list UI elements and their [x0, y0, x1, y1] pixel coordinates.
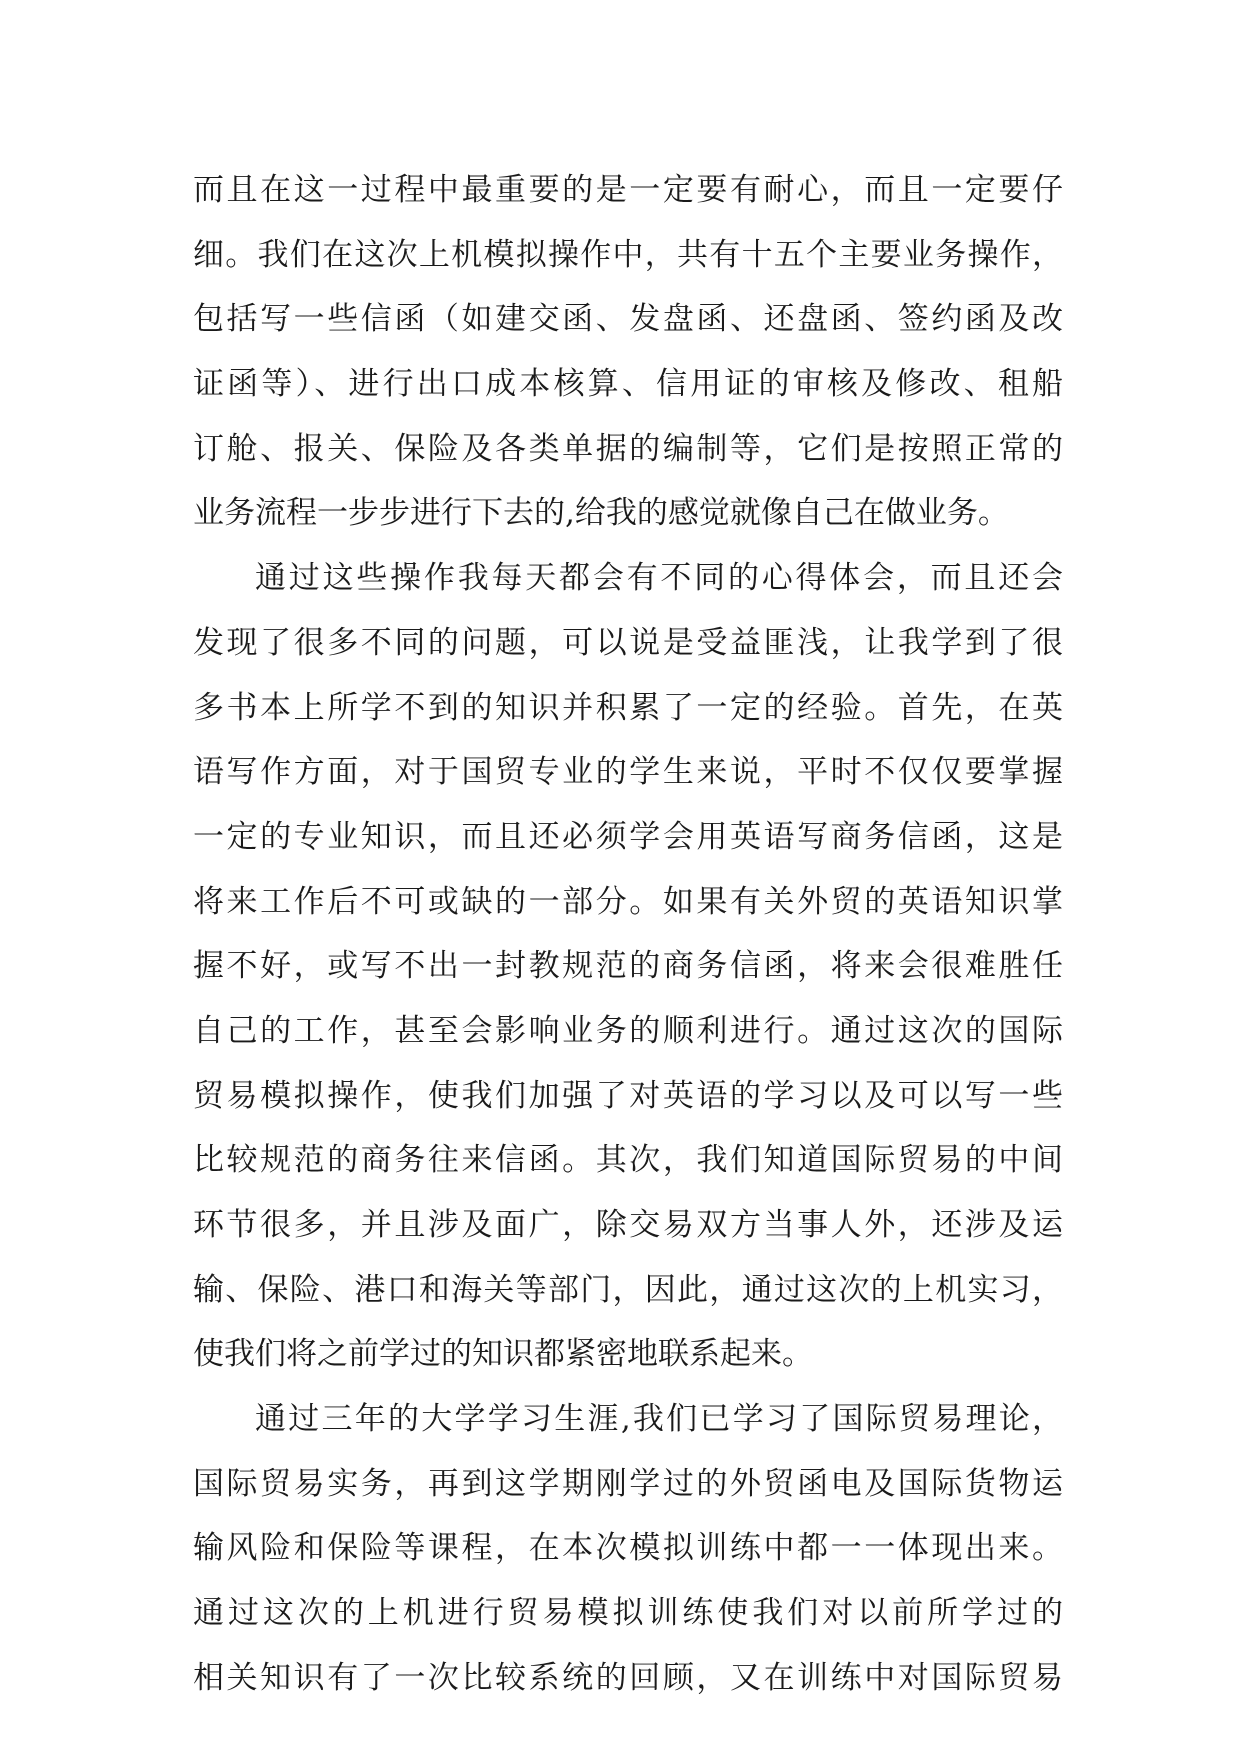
text-line: 使我们将之前学过的知识都紧密地联系起来。: [193, 1336, 813, 1373]
text-line: 证函等）、进行出口成本核算、信用证的审核及修改、租船: [193, 366, 1063, 403]
text-line: 语写作方面，对于国贸专业的学生来说，平时不仅仅要掌握: [193, 754, 1063, 791]
text-line: 通过这些操作我每天都会有不同的心得体会，而且还会: [255, 560, 1063, 597]
text-line: 输风险和保险等课程，在本次模拟训练中都一一体现出来。: [193, 1530, 1063, 1567]
text-line: 环节很多，并且涉及面广，除交易双方当事人外，还涉及运: [193, 1207, 1063, 1243]
text-line: 订舱、报关、保险及各类单据的编制等，它们是按照正常的: [193, 430, 1063, 467]
text-line: 贸易模拟操作，使我们加强了对英语的学习以及可以写一些: [193, 1077, 1063, 1114]
text-line: 比较规范的商务往来信函。其次，我们知道国际贸易的中间: [193, 1142, 1063, 1179]
text-line: 发现了很多不同的问题，可以说是受益匪浅，让我学到了很: [193, 624, 1063, 661]
text-line: 细。我们在这次上机模拟操作中，共有十五个主要业务操作，: [193, 236, 1063, 273]
text-line: 通过三年的大学学习生涯,我们已学习了国际贸易理论，: [255, 1401, 1063, 1438]
text-line: 国际贸易实务，再到这学期刚学过的外贸函电及国际货物运: [193, 1465, 1063, 1502]
text-line: 相关知识有了一次比较系统的回顾，又在训练中对国际贸易: [193, 1659, 1063, 1696]
text-line: 通过这次的上机进行贸易模拟训练使我们对以前所学过的: [193, 1595, 1063, 1632]
text-line: 业务流程一步步进行下去的,给我的感觉就像自己在做业务。: [193, 495, 1009, 532]
text-line: 一定的专业知识，而且还必须学会用英语写商务信函，这是: [193, 818, 1063, 855]
text-line: 自己的工作，甚至会影响业务的顺利进行。通过这次的国际: [193, 1012, 1063, 1049]
document-body: [193, 158, 1063, 1711]
text-line: 将来工作后不可或缺的一部分。如果有关外贸的英语知识掌: [193, 883, 1063, 920]
text-line: 握不好，或写不出一封教规范的商务信函，将来会很难胜任: [193, 948, 1063, 985]
text-line: 输、保险、港口和海关等部门，因此，通过这次的上机实习，: [193, 1271, 1063, 1308]
text-line: 而且在这一过程中最重要的是一定要有耐心，而且一定要仔: [193, 172, 1063, 208]
text-line: 包括写一些信函（如建交函、发盘函、还盘函、签约函及改: [193, 301, 1063, 338]
text-line: 多书本上所学不到的知识并积累了一定的经验。首先，在英: [193, 689, 1063, 726]
